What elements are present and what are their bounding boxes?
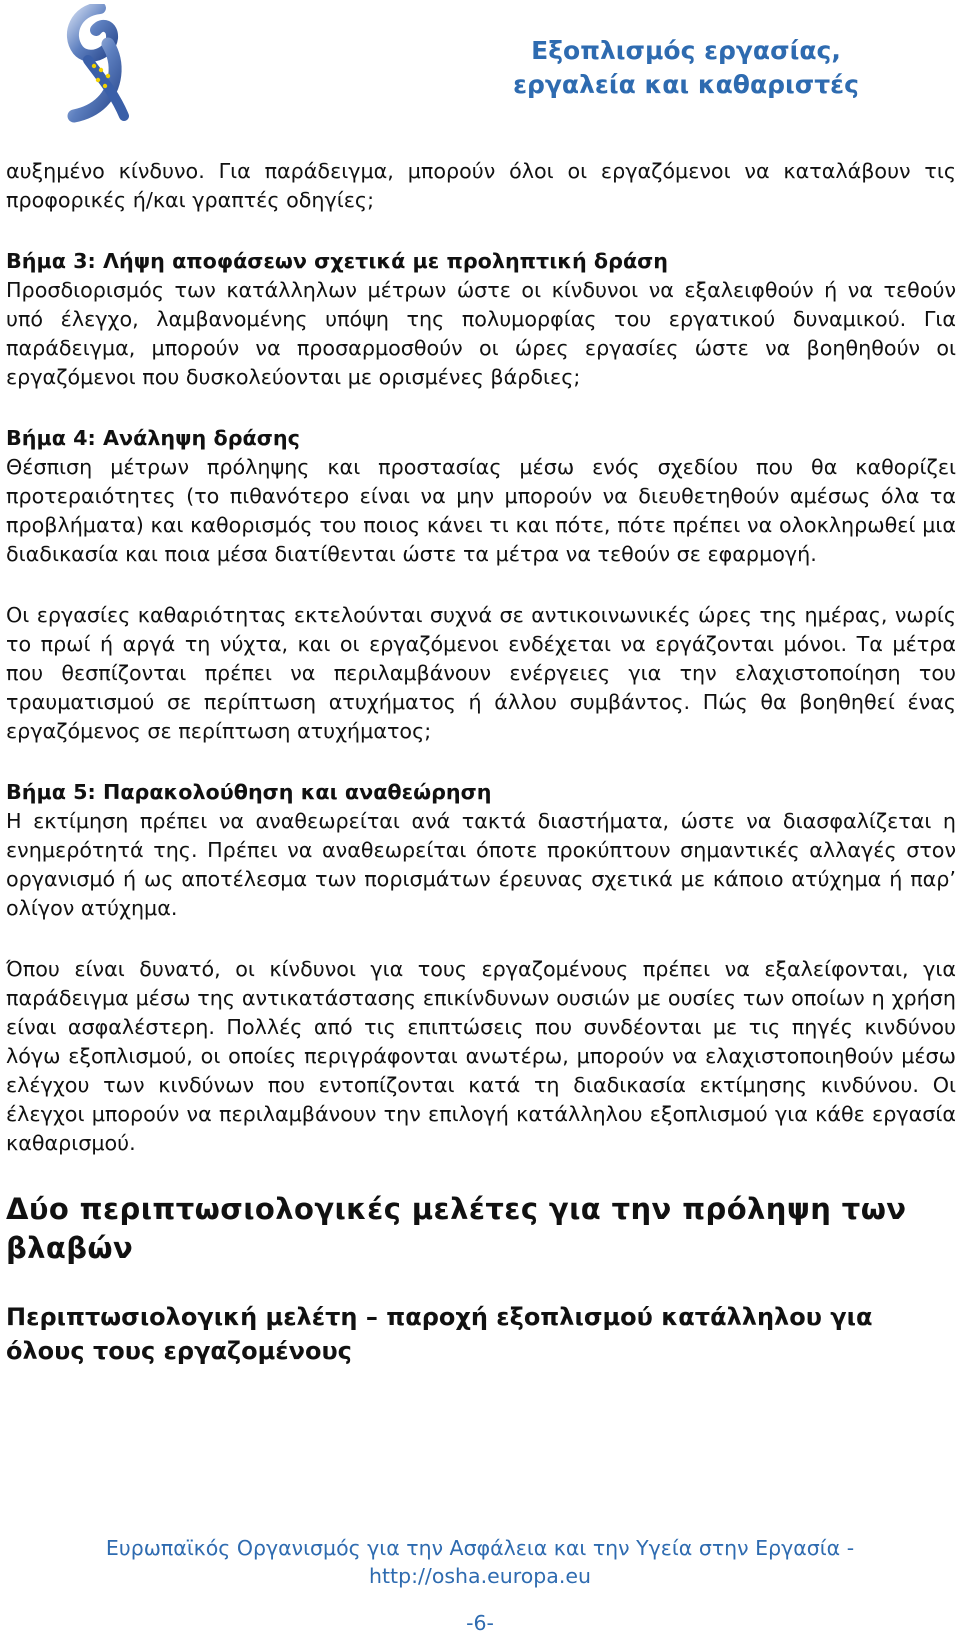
step4-text: Θέσπιση μέτρων πρόληψης και προστασίας μέσω ενός σχεδίου που θα καθορίζει προτεραιότητες (το πιθανότερο είναι να μην μπορούν να διευθετηθούν αμέσως όλα τα προβλήματα) και καθορισμός του ποιος κάνει τι και πότε, πότε πρέπει να ολοκληρωθεί μια διαδικασία και ποια μέσα διατίθενται ώστε τα μέτρα να τεθούν σε εφαρμογή. (6, 455, 956, 566)
footer-url: http://osha.europa.eu (369, 1564, 591, 1588)
step3-title: Βήμα 3: Λήψη αποφάσεων σχετικά με προληπτική δράση (6, 249, 668, 273)
step3-text: Προσδιορισμός των κατάλληλων μέτρων ώστε οι κίνδυνοι να εξαλειφθούν ή να τεθούν υπό έλεγχο, λαμβανομένης υπόψη της πολυμορφίας του εργατικού δυναμικού. Για παράδειγμα, μπορούν να προσαρμοσθούν οι ώρες εργασίες ώστε να βοηθηθούν οι εργαζόμενοι που δυσκολεύονται με ορισμένες βάρδιες; (6, 278, 956, 389)
substitution-paragraph: Όπου είναι δυνατό, οι κίνδυνοι για τους εργαζομένους πρέπει να εξαλείφονται, για παράδειγμα μέσω της αντικατάστασης επικίνδυνων ουσιών με ουσίες των οποίων η χρήση είναι ασφαλέστερη. Πολλές από τις επιπτώσεις που συνδέονται με τις πηγές κινδύνου λόγω εξοπλισμού, οι οποίες περιγράφονται ανωτέρω, μπορούν να ελαχιστοποιηθούν μέσω ελέγχου των κινδύνων που εντοπίζονται κατά τη διαδικασία εκτίμησης κινδύνου. Οι έλεγχοι μπορούν να περιλαμβάνουν την επιλογή κατάλληλου εξοπλισμού για κάθε εργασία καθαρισμού. (6, 957, 956, 1155)
cleaning-hours-paragraph: Οι εργασίες καθαριότητας εκτελούνται συχνά σε αντικοινωνικές ώρες της ημέρας, νωρίς το πρωί ή αργά τη νύχτα, και οι εργαζόμενοι ενδέχεται να εργάζονται μόνοι. Τα μέτρα που θεσπίζονται πρέπει να περιλαμβάνουν ενέργειες για την ελαχιστοποίηση του τραυματισμού σε περίπτωση ατυχήματος ή άλλου συμβάντος. Πώς θα βοηθηθεί ένας εργαζόμενος σε περίπτωση ατυχήματος; (6, 603, 956, 743)
footer (0, 1534, 960, 1590)
step5-section (6, 778, 956, 923)
case-study-title: Περιπτωσιολογική μελέτη – παροχή εξοπλισμού κατάλληλου για όλους τους εργαζομένους (6, 1303, 873, 1365)
header-title (456, 34, 916, 102)
header-title-line1: Εξοπλισμός εργασίας, (531, 36, 841, 65)
footer-org-line: Ευρωπαϊκός Οργανισμός για την Ασφάλεια και την Υγεία στην Εργασία - (105, 1536, 855, 1560)
step3-section (6, 247, 956, 392)
eu-osha-logo (58, 4, 144, 126)
header-title-line2: εργαλεία και καθαριστές (513, 70, 859, 99)
case-studies-heading: Δύο περιπτωσιολογικές μελέτες για την πρόληψη των βλαβών (6, 1192, 907, 1265)
page-number: -6- (466, 1611, 494, 1635)
step5-title: Βήμα 5: Παρακολούθηση και αναθεώρηση (6, 780, 492, 804)
document-body (6, 157, 956, 1368)
step4-section (6, 424, 956, 569)
step5-text: Η εκτίμηση πρέπει να αναθεωρείται ανά τακτά διαστήματα, ώστε να διασφαλίζεται η ενημερότητά της. Πρέπει να αναθεωρείται όποτε προκύπτουν σημαντικές αλλαγές στον οργανισμό ή ως αποτέλεσμα των πορισμάτων έρευνας σχετικά με κάποιο ατύχημα ή παρ’ ολίγον ατύχημα. (6, 809, 956, 920)
step4-title: Βήμα 4: Ανάληψη δράσης (6, 426, 300, 450)
intro-paragraph: αυξημένο κίνδυνο. Για παράδειγμα, μπορούν όλοι οι εργαζόμενοι να καταλάβουν τις προφορικές ή/και γραπτές οδηγίες; (6, 159, 956, 212)
